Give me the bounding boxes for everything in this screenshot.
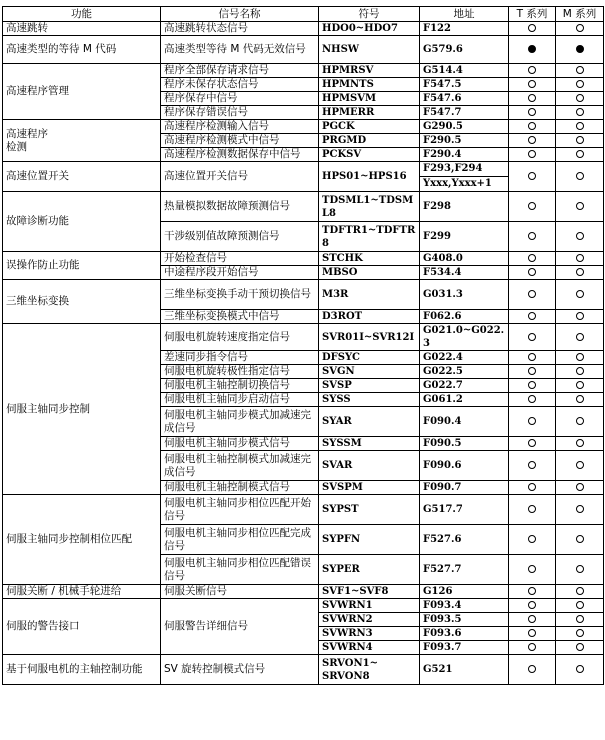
function-cell: 基于伺服电机的主轴控制功能 xyxy=(3,655,161,685)
t-series-cell-mark xyxy=(528,565,536,573)
signal-name-cell: 热量模拟数据故障预测信号 xyxy=(161,192,319,222)
m-series-cell-mark xyxy=(576,66,584,74)
t-series-cell-mark xyxy=(528,24,536,32)
signal-name-cell: 中途程序段开始信号 xyxy=(161,266,319,280)
address-cell: G517.7 xyxy=(420,495,509,525)
t-series-cell-mark xyxy=(528,150,536,158)
m-series-cell-mark xyxy=(576,381,584,389)
m-series-cell-mark xyxy=(576,643,584,651)
m-series-cell-mark xyxy=(576,150,584,158)
t-series-cell xyxy=(509,162,556,192)
m-series-cell-mark xyxy=(576,505,584,513)
symbol-cell: SVWRN4 xyxy=(319,641,420,655)
m-series-cell xyxy=(556,481,604,495)
m-series-cell-mark xyxy=(576,254,584,262)
address-cell: F090.5 xyxy=(420,437,509,451)
signal-name-cell: 高速程序检测输入信号 xyxy=(161,120,319,134)
t-series-cell xyxy=(509,252,556,266)
function-cell: 伺服主轴同步控制 xyxy=(3,324,161,495)
symbol-cell: SYPER xyxy=(319,555,420,585)
address-part: Yxxx,Yxxx+1 xyxy=(420,176,508,191)
m-series-cell xyxy=(556,437,604,451)
symbol-cell-line: SRVON1~ xyxy=(322,657,378,669)
header-row xyxy=(3,7,604,22)
t-series-cell xyxy=(509,407,556,437)
symbol-cell: SVR01I~SVR12I xyxy=(319,324,420,351)
symbol-cell: SYSSM xyxy=(319,437,420,451)
m-series-cell-mark xyxy=(576,665,584,673)
t-series-cell-mark xyxy=(528,45,536,53)
t-series-cell xyxy=(509,627,556,641)
t-series-cell-mark xyxy=(528,122,536,130)
address-cell: G022.4 xyxy=(420,351,509,365)
header-address: 地址 xyxy=(420,7,509,22)
t-series-cell xyxy=(509,266,556,280)
signal-name-cell: 伺服电机旋转极性指定信号 xyxy=(161,365,319,379)
symbol-cell: SVWRN2 xyxy=(319,613,420,627)
m-series-cell-mark xyxy=(576,535,584,543)
m-series-cell-mark xyxy=(576,565,584,573)
m-series-cell xyxy=(556,627,604,641)
signal-name-cell: 伺服电机主轴控制模式加减速完成信号 xyxy=(161,451,319,481)
m-series-cell xyxy=(556,525,604,555)
symbol-cell: M3R xyxy=(319,280,420,310)
address-cell: F062.6 xyxy=(420,310,509,324)
m-series-cell xyxy=(556,64,604,78)
t-series-cell-mark xyxy=(528,535,536,543)
m-series-cell xyxy=(556,393,604,407)
function-cell: 伺服主轴同步控制相位匹配 xyxy=(3,495,161,585)
symbol-cell: HPS01~HPS16 xyxy=(319,162,420,192)
table-row xyxy=(3,599,604,613)
t-series-cell-mark xyxy=(528,202,536,210)
t-series-cell-mark xyxy=(528,367,536,375)
symbol-cell: NHSW xyxy=(319,36,420,64)
symbol-cell: MBSO xyxy=(319,266,420,280)
symbol-cell: HPMERR xyxy=(319,106,420,120)
m-series-cell-mark xyxy=(576,202,584,210)
header-t-series: T 系列 xyxy=(509,7,556,22)
t-series-cell xyxy=(509,585,556,599)
t-series-cell-mark xyxy=(528,232,536,240)
m-series-cell xyxy=(556,120,604,134)
m-series-cell xyxy=(556,365,604,379)
header-symbol: 符号 xyxy=(319,7,420,22)
m-series-cell xyxy=(556,495,604,525)
t-series-cell-mark xyxy=(528,665,536,673)
t-series-cell xyxy=(509,365,556,379)
function-cell: 误操作防止功能 xyxy=(3,252,161,280)
t-series-cell-mark xyxy=(528,483,536,491)
signal-name-cell: 伺服电机主轴同步相位匹配开始信号 xyxy=(161,495,319,525)
t-series-cell-mark xyxy=(528,601,536,609)
m-series-cell-mark xyxy=(576,395,584,403)
function-cell xyxy=(3,120,161,162)
m-series-cell xyxy=(556,266,604,280)
t-series-cell xyxy=(509,555,556,585)
t-series-cell-mark xyxy=(528,417,536,425)
t-series-cell xyxy=(509,192,556,222)
signal-name-cell: 程序全部保存请求信号 xyxy=(161,64,319,78)
symbol-cell: SVGN xyxy=(319,365,420,379)
m-series-cell-mark xyxy=(576,80,584,88)
m-series-cell-mark xyxy=(576,45,584,53)
t-series-cell xyxy=(509,64,556,78)
m-series-cell-mark xyxy=(576,439,584,447)
t-series-cell-mark xyxy=(528,108,536,116)
symbol-cell: PGCK xyxy=(319,120,420,134)
address-cell: F290.4 xyxy=(420,148,509,162)
table-row xyxy=(3,252,604,266)
m-series-cell-mark xyxy=(576,290,584,298)
address-cell: G126 xyxy=(420,585,509,599)
table-row xyxy=(3,64,604,78)
signal-name-cell: 三维坐标变换手动干预切换信号 xyxy=(161,280,319,310)
address-cell: F299 xyxy=(420,222,509,252)
address-cell: G408.0 xyxy=(420,252,509,266)
t-series-cell xyxy=(509,22,556,36)
symbol-cell: SYAR xyxy=(319,407,420,437)
t-series-cell xyxy=(509,655,556,685)
m-series-cell-mark xyxy=(576,353,584,361)
symbol-cell-line: SRVON8 xyxy=(322,670,370,682)
symbol-cell: SVSP xyxy=(319,379,420,393)
m-series-cell xyxy=(556,555,604,585)
function-cell: 故障诊断功能 xyxy=(3,192,161,252)
symbol-cell: SVSPM xyxy=(319,481,420,495)
table-row xyxy=(3,324,604,351)
m-series-cell-mark xyxy=(576,483,584,491)
address-cell: F093.4 xyxy=(420,599,509,613)
t-series-cell xyxy=(509,379,556,393)
signal-name-cell: 高速类型等待 M 代码无效信号 xyxy=(161,36,319,64)
t-series-cell xyxy=(509,525,556,555)
address-cell: F122 xyxy=(420,22,509,36)
address-cell: F534.4 xyxy=(420,266,509,280)
function-cell: 高速类型的等待 M 代码 xyxy=(3,36,161,64)
symbol-cell: TDFTR1~TDFTR8 xyxy=(319,222,420,252)
signal-name-cell: 伺服电机主轴同步相位匹配完成信号 xyxy=(161,525,319,555)
signal-name-cell: 高速程序检测数据保存中信号 xyxy=(161,148,319,162)
m-series-cell xyxy=(556,134,604,148)
address-cell: F298 xyxy=(420,192,509,222)
address-cell: G514.4 xyxy=(420,64,509,78)
address-cell: F093.6 xyxy=(420,627,509,641)
m-series-cell-mark xyxy=(576,461,584,469)
address-cell: G061.2 xyxy=(420,393,509,407)
signal-name-cell: 开始检查信号 xyxy=(161,252,319,266)
t-series-cell-mark xyxy=(528,172,536,180)
symbol-cell: SVWRN1 xyxy=(319,599,420,613)
t-series-cell-mark xyxy=(528,643,536,651)
t-series-cell xyxy=(509,310,556,324)
address-cell: F090.4 xyxy=(420,407,509,437)
function-cell-line: 高速程序 xyxy=(6,127,48,140)
t-series-cell xyxy=(509,280,556,310)
t-series-cell-mark xyxy=(528,395,536,403)
signal-name-cell: 伺服电机主轴同步模式信号 xyxy=(161,437,319,451)
m-series-cell xyxy=(556,324,604,351)
t-series-cell xyxy=(509,451,556,481)
address-cell: F547.5 xyxy=(420,78,509,92)
m-series-cell xyxy=(556,451,604,481)
symbol-cell: TDSML1~TDSML8 xyxy=(319,192,420,222)
t-series-cell-mark xyxy=(528,268,536,276)
t-series-cell xyxy=(509,134,556,148)
function-cell: 高速位置开关 xyxy=(3,162,161,192)
m-series-cell-mark xyxy=(576,587,584,595)
table-row xyxy=(3,120,604,134)
function-cell: 伺服关断 / 机械手轮进给 xyxy=(3,585,161,599)
m-series-cell xyxy=(556,92,604,106)
signal-name-cell: 伺服电机主轴同步模式加减速完成信号 xyxy=(161,407,319,437)
signal-name-cell: 程序未保存状态信号 xyxy=(161,78,319,92)
t-series-cell-mark xyxy=(528,254,536,262)
symbol-cell: D3ROT xyxy=(319,310,420,324)
m-series-cell xyxy=(556,252,604,266)
symbol-cell: SVF1~SVF8 xyxy=(319,585,420,599)
m-series-cell-mark xyxy=(576,136,584,144)
address-cell: F090.7 xyxy=(420,481,509,495)
address-cell: G579.6 xyxy=(420,36,509,64)
m-series-cell xyxy=(556,585,604,599)
symbol-cell: SVWRN3 xyxy=(319,627,420,641)
table-row xyxy=(3,280,604,310)
m-series-cell xyxy=(556,148,604,162)
function-cell: 高速程序管理 xyxy=(3,64,161,120)
symbol-cell: STCHK xyxy=(319,252,420,266)
t-series-cell-mark xyxy=(528,461,536,469)
address-cell: F093.5 xyxy=(420,613,509,627)
address-cell: G031.3 xyxy=(420,280,509,310)
m-series-cell xyxy=(556,379,604,393)
m-series-cell xyxy=(556,106,604,120)
m-series-cell-mark xyxy=(576,94,584,102)
t-series-cell-mark xyxy=(528,333,536,341)
symbol-cell: HDO0~HDO7 xyxy=(319,22,420,36)
symbol-cell: SVAR xyxy=(319,451,420,481)
function-cell: 三维坐标变换 xyxy=(3,280,161,324)
t-series-cell-mark xyxy=(528,439,536,447)
t-series-cell xyxy=(509,599,556,613)
t-series-cell-mark xyxy=(528,629,536,637)
m-series-cell-mark xyxy=(576,367,584,375)
table-row xyxy=(3,192,604,222)
function-cell: 伺服的警告接口 xyxy=(3,599,161,655)
table-row xyxy=(3,22,604,36)
m-series-cell-mark xyxy=(576,417,584,425)
m-series-cell-mark xyxy=(576,601,584,609)
t-series-cell-mark xyxy=(528,80,536,88)
signal-name-cell: 伺服电机主轴控制模式信号 xyxy=(161,481,319,495)
t-series-cell xyxy=(509,393,556,407)
m-series-cell-mark xyxy=(576,24,584,32)
m-series-cell-mark xyxy=(576,312,584,320)
m-series-cell xyxy=(556,222,604,252)
t-series-cell-mark xyxy=(528,505,536,513)
address-cell: F290.5 xyxy=(420,134,509,148)
m-series-cell xyxy=(556,162,604,192)
m-series-cell-mark xyxy=(576,172,584,180)
t-series-cell xyxy=(509,36,556,64)
t-series-cell xyxy=(509,613,556,627)
m-series-cell xyxy=(556,310,604,324)
t-series-cell-mark xyxy=(528,615,536,623)
address-cell: G021.0~G022.3 xyxy=(420,324,509,351)
t-series-cell-mark xyxy=(528,136,536,144)
t-series-cell xyxy=(509,437,556,451)
signal-name-cell: 干涉级别值故障预测信号 xyxy=(161,222,319,252)
symbol-cell: PRGMD xyxy=(319,134,420,148)
signal-name-cell: 伺服关断信号 xyxy=(161,585,319,599)
symbol-cell: SYSS xyxy=(319,393,420,407)
function-cell-line: 检测 xyxy=(6,140,27,153)
table-row xyxy=(3,495,604,525)
t-series-cell xyxy=(509,120,556,134)
address-part: F293,F294 xyxy=(423,163,483,174)
m-series-cell xyxy=(556,641,604,655)
m-series-cell xyxy=(556,613,604,627)
address-cell: F547.7 xyxy=(420,106,509,120)
m-series-cell-mark xyxy=(576,615,584,623)
t-series-cell xyxy=(509,78,556,92)
m-series-cell xyxy=(556,655,604,685)
t-series-cell xyxy=(509,351,556,365)
t-series-cell-mark xyxy=(528,290,536,298)
signal-name-cell: 伺服电机主轴同步启动信号 xyxy=(161,393,319,407)
t-series-cell-mark xyxy=(528,66,536,74)
table-row xyxy=(3,585,604,599)
m-series-cell xyxy=(556,78,604,92)
signal-name-cell: 伺服警告详细信号 xyxy=(161,599,319,655)
address-cell xyxy=(420,162,509,192)
signal-name-cell: 伺服电机主轴同步相位匹配错误信号 xyxy=(161,555,319,585)
t-series-cell-mark xyxy=(528,353,536,361)
t-series-cell xyxy=(509,481,556,495)
m-series-cell xyxy=(556,22,604,36)
header-signal-name: 信号名称 xyxy=(161,7,319,22)
m-series-cell-mark xyxy=(576,122,584,130)
t-series-cell xyxy=(509,148,556,162)
t-series-cell xyxy=(509,106,556,120)
address-cell: F093.7 xyxy=(420,641,509,655)
table-row xyxy=(3,655,604,685)
signal-name-cell: SV 旋转控制模式信号 xyxy=(161,655,319,685)
signal-name-cell: 高速程序检测模式中信号 xyxy=(161,134,319,148)
signal-name-cell: 伺服电机旋转速度指定信号 xyxy=(161,324,319,351)
symbol-cell: HPMSVM xyxy=(319,92,420,106)
table-body xyxy=(3,22,604,685)
m-series-cell xyxy=(556,407,604,437)
m-series-cell xyxy=(556,351,604,365)
signal-name-cell: 高速跳转状态信号 xyxy=(161,22,319,36)
header-function: 功能 xyxy=(3,7,161,22)
t-series-cell-mark xyxy=(528,587,536,595)
address-cell: F527.7 xyxy=(420,555,509,585)
header-m-series: M 系列 xyxy=(556,7,604,22)
signal-name-cell: 程序保存错误信号 xyxy=(161,106,319,120)
signal-name-cell: 三维坐标变换模式中信号 xyxy=(161,310,319,324)
t-series-cell xyxy=(509,324,556,351)
address-cell: G022.7 xyxy=(420,379,509,393)
m-series-cell-mark xyxy=(576,232,584,240)
m-series-cell-mark xyxy=(576,268,584,276)
t-series-cell-mark xyxy=(528,94,536,102)
address-cell: G290.5 xyxy=(420,120,509,134)
symbol-cell: HPMNTS xyxy=(319,78,420,92)
m-series-cell-mark xyxy=(576,629,584,637)
signal-name-cell: 高速位置开关信号 xyxy=(161,162,319,192)
m-series-cell xyxy=(556,36,604,64)
m-series-cell xyxy=(556,280,604,310)
symbol-cell: PCKSV xyxy=(319,148,420,162)
table-row xyxy=(3,36,604,64)
t-series-cell xyxy=(509,92,556,106)
symbol-cell: HPMRSV xyxy=(319,64,420,78)
m-series-cell xyxy=(556,192,604,222)
table-row xyxy=(3,162,604,192)
function-cell: 高速跳转 xyxy=(3,22,161,36)
m-series-cell xyxy=(556,599,604,613)
m-series-cell-mark xyxy=(576,333,584,341)
t-series-cell-mark xyxy=(528,312,536,320)
t-series-cell-mark xyxy=(528,381,536,389)
symbol-cell: DFSYC xyxy=(319,351,420,365)
symbol-cell: SYPST xyxy=(319,495,420,525)
address-cell: F527.6 xyxy=(420,525,509,555)
address-cell: F547.6 xyxy=(420,92,509,106)
signal-name-cell: 差速同步指令信号 xyxy=(161,351,319,365)
signal-table xyxy=(2,6,604,685)
signal-name-cell: 程序保存中信号 xyxy=(161,92,319,106)
address-cell: G022.5 xyxy=(420,365,509,379)
t-series-cell xyxy=(509,641,556,655)
address-cell: F090.6 xyxy=(420,451,509,481)
m-series-cell-mark xyxy=(576,108,584,116)
t-series-cell xyxy=(509,222,556,252)
address-cell: G521 xyxy=(420,655,509,685)
symbol-cell xyxy=(319,655,420,685)
symbol-cell: SYPFN xyxy=(319,525,420,555)
signal-name-cell: 伺服电机主轴控制切换信号 xyxy=(161,379,319,393)
t-series-cell xyxy=(509,495,556,525)
